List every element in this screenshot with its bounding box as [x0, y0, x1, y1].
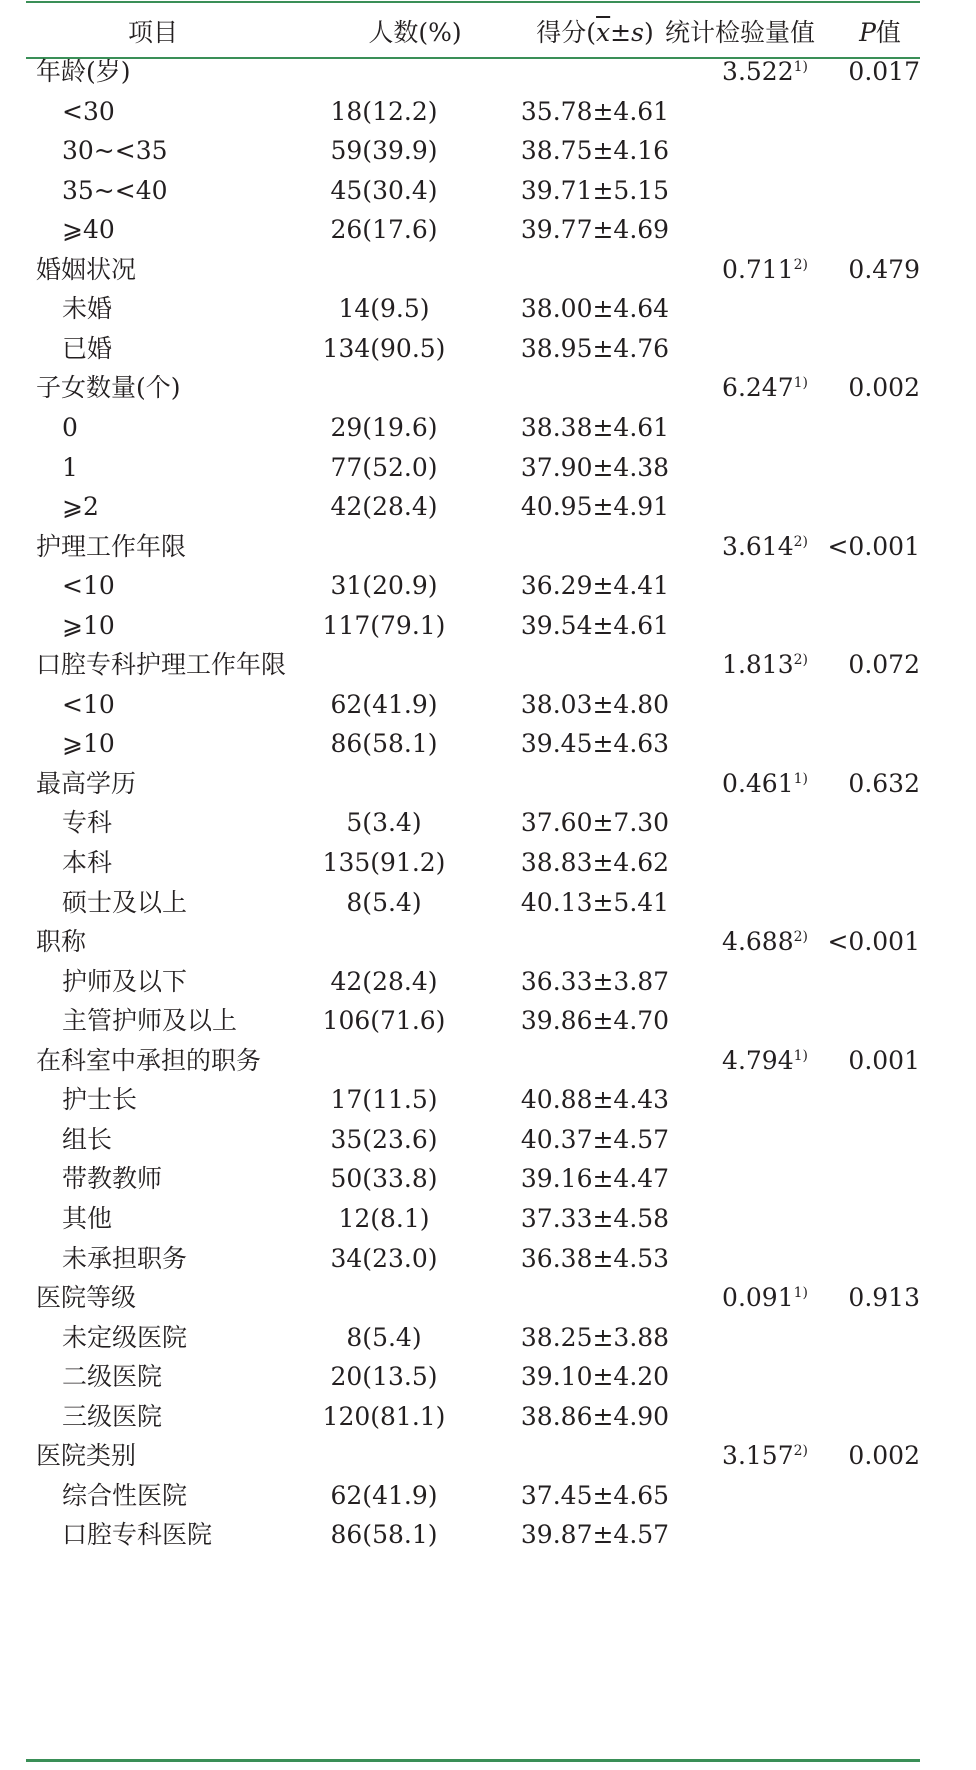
row-stat-value: 0.461 — [722, 768, 794, 798]
row-score: 39.45±4.63 — [520, 729, 670, 759]
header-score-pm: ± — [610, 18, 632, 47]
row-item: ⩾10 — [62, 610, 115, 640]
row-count: 45(30.4) — [330, 175, 438, 205]
group-row — [0, 49, 976, 94]
row-count: 86(58.1) — [330, 729, 438, 759]
row-stat-value: 0.091 — [722, 1283, 794, 1312]
table-row — [0, 682, 976, 727]
header-stat: 统计检验量值 — [664, 18, 815, 47]
row-score: 38.86±4.90 — [520, 1401, 670, 1431]
row-score: 38.25±3.88 — [520, 1322, 670, 1352]
row-item: 0 — [62, 412, 78, 442]
table-row — [0, 286, 976, 331]
row-score: 39.10±4.20 — [520, 1362, 670, 1392]
row-stat-note: 1) — [793, 375, 808, 392]
row-score: 36.33±3.87 — [520, 966, 670, 996]
header-p-letter: P — [859, 18, 876, 47]
row-p: <0.001 — [827, 927, 920, 957]
header-count: 人数(%) — [368, 18, 462, 47]
table-row — [0, 484, 976, 529]
row-p: 0.017 — [848, 57, 920, 86]
table-row — [0, 445, 976, 490]
row-item: 职称 — [36, 927, 87, 957]
row-count: 26(17.6) — [330, 215, 438, 245]
bottom-rule — [26, 1759, 920, 1762]
row-stat — [668, 49, 808, 94]
row-count: 35(23.6) — [330, 1124, 438, 1154]
row-item: 已婚 — [62, 333, 113, 363]
row-score: 38.03±4.80 — [520, 689, 670, 719]
row-count: 8(5.4) — [346, 887, 422, 917]
row-item: 口腔专科护理工作年限 — [36, 650, 287, 680]
row-count: 42(28.4) — [330, 492, 438, 521]
row-count: 134(90.5) — [322, 333, 446, 363]
row-score: 39.54±4.61 — [520, 610, 670, 640]
row-stat — [668, 365, 808, 410]
row-item: 其他 — [62, 1203, 113, 1233]
row-stat-value: 0.711 — [722, 254, 794, 284]
row-stat-note: 2) — [793, 1443, 808, 1460]
group-row — [0, 524, 976, 569]
row-count: 86(58.1) — [330, 1520, 438, 1550]
row-score: 37.45±4.65 — [520, 1480, 670, 1510]
row-count: 135(91.2) — [322, 848, 446, 877]
table-row — [0, 1512, 976, 1557]
row-stat — [668, 247, 808, 292]
row-stat-note: 2) — [793, 652, 808, 669]
row-count: 59(39.9) — [330, 136, 438, 166]
row-stat-note: 1) — [793, 1285, 808, 1301]
row-item: 医院等级 — [36, 1283, 137, 1312]
table-row — [0, 603, 976, 648]
table-row — [0, 326, 976, 371]
header-score-sd: s — [631, 18, 644, 47]
table-row — [0, 800, 976, 845]
row-item: 子女数量(个) — [36, 373, 181, 403]
row-score: 37.33±4.58 — [520, 1203, 670, 1233]
row-item: 1 — [62, 452, 78, 482]
row-score: 39.77±4.69 — [520, 215, 670, 245]
row-item: 带教教师 — [62, 1164, 163, 1194]
row-count: 20(13.5) — [330, 1362, 438, 1392]
row-count: 117(79.1) — [322, 610, 446, 640]
row-count: 14(9.5) — [338, 294, 430, 324]
header-item: 项目 — [127, 18, 178, 47]
row-score: 38.00±4.64 — [520, 294, 670, 324]
row-item: 本科 — [62, 848, 113, 877]
row-stat-note: 2) — [793, 533, 808, 550]
header-score-mean: $\overline{x}$ — [596, 18, 611, 47]
table-row — [0, 840, 976, 885]
row-stat-value: 3.522 — [722, 57, 794, 86]
row-stat-note: 1) — [793, 1047, 808, 1064]
row-p: 0.072 — [848, 650, 920, 680]
row-item: 婚姻状况 — [36, 254, 137, 284]
row-score: 38.38±4.61 — [520, 412, 670, 442]
row-item: 护师及以下 — [62, 966, 188, 996]
row-item: <30 — [62, 96, 115, 126]
row-score: 39.87±4.57 — [520, 1520, 670, 1550]
table-row — [0, 998, 976, 1043]
row-score: 40.13±5.41 — [520, 887, 670, 917]
table-row — [0, 1473, 976, 1518]
row-count: 12(8.1) — [338, 1203, 430, 1233]
row-count: 42(28.4) — [330, 966, 438, 996]
table-row — [0, 563, 976, 608]
row-item: 年龄(岁) — [36, 57, 131, 86]
group-row — [0, 1038, 976, 1083]
table-row — [0, 1117, 976, 1162]
table-row — [0, 1394, 976, 1439]
row-item: 三级医院 — [62, 1401, 163, 1431]
table-row — [0, 1077, 976, 1122]
row-p: 0.001 — [848, 1045, 920, 1075]
row-count: 5(3.4) — [346, 808, 422, 838]
row-stat-note: 1) — [793, 770, 808, 787]
row-stat — [668, 761, 808, 806]
row-count: 62(41.9) — [330, 1480, 438, 1510]
row-score: 40.88±4.43 — [520, 1085, 670, 1115]
group-row — [0, 247, 976, 292]
row-count: 31(20.9) — [330, 571, 438, 601]
table-row — [0, 89, 976, 134]
row-stat-value: 4.688 — [722, 927, 794, 957]
row-score: 36.29±4.41 — [520, 571, 670, 601]
row-item: 硕士及以上 — [62, 887, 188, 917]
row-score: 39.71±5.15 — [520, 175, 670, 205]
row-stat-note: 2) — [793, 929, 808, 946]
table-row — [0, 1236, 976, 1281]
row-item: 30~<35 — [62, 136, 168, 166]
row-p: 0.002 — [848, 1441, 920, 1471]
row-count: 77(52.0) — [330, 452, 438, 482]
group-row — [0, 1433, 976, 1478]
row-count: 120(81.1) — [322, 1401, 446, 1431]
table-row — [0, 959, 976, 1004]
header-score-suffix: ) — [643, 18, 654, 47]
row-item: ⩾40 — [62, 215, 115, 245]
row-stat — [668, 524, 808, 569]
row-score: 37.90±4.38 — [520, 452, 670, 482]
row-item: 在科室中承担的职务 — [36, 1045, 262, 1075]
row-stat — [668, 1433, 808, 1478]
row-p: 0.632 — [848, 768, 920, 798]
row-item: ⩾2 — [62, 492, 99, 521]
row-item: 主管护师及以上 — [62, 1006, 238, 1036]
top-rule — [26, 1, 920, 3]
row-score: 38.83±4.62 — [520, 848, 670, 877]
row-count: 8(5.4) — [346, 1322, 422, 1352]
row-stat — [668, 642, 808, 687]
group-row — [0, 642, 976, 687]
table-row — [0, 1196, 976, 1241]
row-count: 62(41.9) — [330, 689, 438, 719]
row-score: 39.86±4.70 — [520, 1006, 670, 1036]
row-count: 34(23.0) — [330, 1243, 438, 1273]
row-stat-value: 3.614 — [722, 531, 794, 561]
row-item: 护理工作年限 — [36, 531, 187, 561]
row-p: 0.479 — [848, 254, 920, 284]
table-row — [0, 1315, 976, 1360]
row-score: 40.37±4.57 — [520, 1124, 670, 1154]
row-count: 17(11.5) — [330, 1085, 438, 1115]
group-row — [0, 761, 976, 806]
table-row — [0, 207, 976, 252]
row-score: 39.16±4.47 — [520, 1164, 670, 1194]
row-item: 护士长 — [62, 1085, 138, 1115]
row-item: <10 — [62, 689, 115, 719]
group-row — [0, 919, 976, 964]
row-stat — [668, 1038, 808, 1083]
row-p: 0.913 — [848, 1283, 920, 1312]
group-row — [0, 1275, 976, 1320]
table-row — [0, 880, 976, 925]
row-score: 38.95±4.76 — [520, 333, 670, 363]
row-score: 40.95±4.91 — [520, 492, 670, 521]
row-score: 38.75±4.16 — [520, 136, 670, 166]
row-item: 未定级医院 — [62, 1322, 188, 1352]
row-count: 18(12.2) — [330, 96, 438, 126]
row-item: 综合性医院 — [62, 1480, 188, 1510]
row-item: <10 — [62, 571, 115, 601]
row-item: 专科 — [62, 808, 113, 838]
row-score: 36.38±4.53 — [520, 1243, 670, 1273]
header-score-prefix: 得分( — [536, 18, 597, 47]
row-stat — [668, 919, 808, 964]
row-item: 组长 — [62, 1124, 113, 1154]
row-score: 37.60±7.30 — [520, 808, 670, 838]
row-count: 106(71.6) — [322, 1006, 446, 1036]
row-score: 35.78±4.61 — [520, 96, 670, 126]
table-row — [0, 405, 976, 450]
table-row — [0, 721, 976, 766]
table-row — [0, 1156, 976, 1201]
row-item: ⩾10 — [62, 729, 115, 759]
row-item: 最高学历 — [36, 768, 137, 798]
row-p: <0.001 — [827, 531, 920, 561]
row-stat — [668, 1275, 808, 1320]
row-stat-value: 3.157 — [722, 1441, 794, 1471]
row-item: 口腔专科医院 — [62, 1520, 213, 1550]
row-stat-value: 4.794 — [722, 1045, 794, 1075]
row-item: 医院类别 — [36, 1441, 137, 1471]
row-stat-value: 6.247 — [722, 373, 794, 403]
row-stat-value: 1.813 — [722, 650, 794, 680]
row-item: 35~<40 — [62, 175, 168, 205]
row-item: 未承担职务 — [62, 1243, 188, 1273]
row-count: 50(33.8) — [330, 1164, 438, 1194]
row-stat-note: 2) — [793, 256, 808, 273]
table-row — [0, 168, 976, 213]
row-stat-note: 1) — [793, 59, 808, 75]
table-row — [0, 1354, 976, 1399]
header-p-suffix: 值 — [875, 18, 901, 47]
table-row — [0, 128, 976, 173]
row-p: 0.002 — [848, 373, 920, 403]
row-count: 29(19.6) — [330, 412, 438, 442]
group-row — [0, 365, 976, 410]
row-item: 未婚 — [62, 294, 113, 324]
row-item: 二级医院 — [62, 1362, 163, 1392]
